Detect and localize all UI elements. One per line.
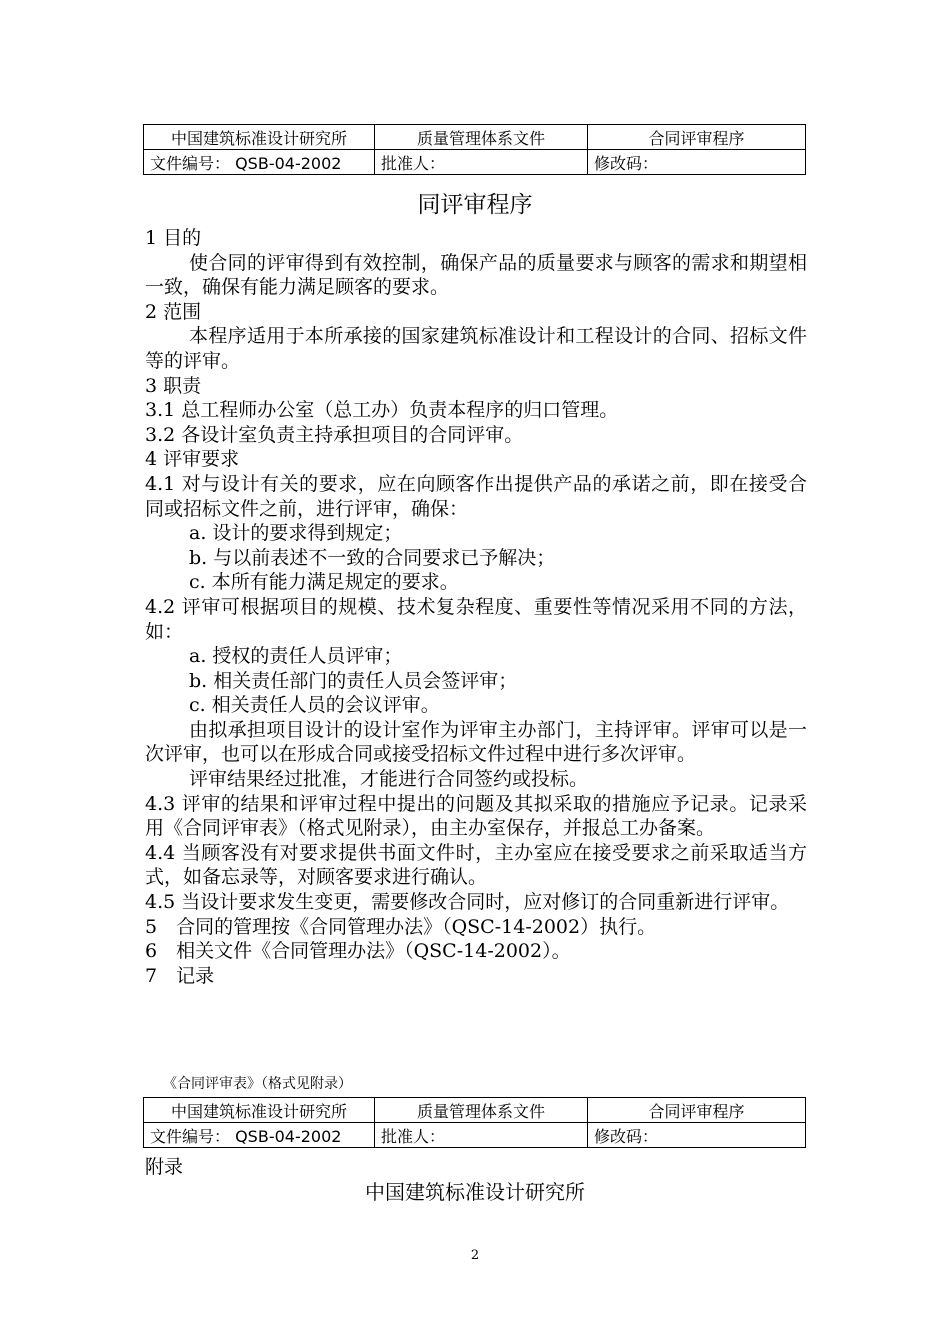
header-revision: 修改码： (588, 150, 806, 175)
header-table-top (143, 124, 806, 175)
section-heading: 5 合同的管理按《合同管理办法》（QSC-14-2002）执行。 (145, 915, 657, 938)
list-item: b. 与以前表述不一致的合同要求已予解决； (189, 546, 556, 569)
list-item: a. 授权的责任人员评审； (189, 645, 403, 668)
paragraph: 由拟承担项目设计的设计室作为评审主办部门，主持评审。评审可以是一次评审，也可以在形成合同或接受招标文件过程中进行多次评审。 (145, 718, 807, 766)
section-heading: 3 职责 (145, 374, 202, 397)
header-approver: 批准人： (375, 150, 588, 175)
page-title: 同评审程序 (417, 192, 533, 218)
paragraph: 本程序适用于本所承接的国家建筑标准设计和工程设计的合同、招标文件等的评审。 (145, 325, 807, 372)
header-system: 质量管理体系文件 (375, 125, 588, 150)
section-heading: 6 相关文件《合同管理办法》（QSC-14-2002）。 (145, 940, 571, 963)
clause: 4.4 当顾客没有对要求提供书面文件时，主办室应在接受要求之前采取适当方式，如备忘录等，对顾客要求进行确认。 (145, 841, 807, 889)
appendix-org: 中国建筑标准设计研究所 (365, 1180, 585, 1204)
section-heading: 2 范围 (145, 300, 202, 323)
section-heading: 1 目的 (145, 227, 202, 249)
header-doc-number: 文件编号： QSB-04-2002 (144, 1123, 375, 1148)
section-heading: 4 评审要求 (145, 448, 240, 471)
header-system: 质量管理体系文件 (375, 1098, 588, 1123)
clause: 3.1 总工程师办公室（总工办）负责本程序的归口管理。 (145, 399, 619, 422)
appendix-label: 附录 (145, 1156, 184, 1178)
list-item: b. 相关责任部门的责任人员会签评审； (189, 669, 518, 692)
list-item: c. 相关责任人员的会议评审。 (189, 694, 440, 717)
list-item: a. 设计的要求得到规定； (189, 522, 403, 545)
header-doc-title: 合同评审程序 (588, 1098, 806, 1123)
clause: 4.5 当设计要求发生变更，需要修改合同时，应对修订的合同重新进行评审。 (145, 891, 790, 914)
paragraph: 评审结果经过批准，才能进行合同签约或投标。 (189, 768, 589, 791)
header-table-bottom (143, 1097, 806, 1148)
header-approver: 批准人： (375, 1123, 588, 1148)
header-doc-title: 合同评审程序 (588, 125, 806, 150)
clause: 3.2 各设计室负责主持承担项目的合同评审。 (145, 423, 524, 446)
clause: 4.2 评审可根据项目的规模、技术复杂程度、重要性等情况采用不同的方法，如： (145, 595, 807, 643)
list-item: c. 本所有能力满足规定的要求。 (189, 571, 459, 594)
record-note: 《合同评审表》（格式见附录） (163, 1076, 352, 1092)
clause: 4.3 评审的结果和评审过程中提出的问题及其拟采取的措施应予记录。记录采用《合同评审表》（格式见附录），由主办室保存，并报总工办备案。 (145, 792, 807, 840)
paragraph: 使合同的评审得到有效控制，确保产品的质量要求与顾客的需求和期望相一致，确保有能力满足顾客的要求。 (145, 251, 807, 299)
section-heading: 7 记录 (145, 964, 215, 987)
header-doc-number: 文件编号： QSB-04-2002 (144, 150, 375, 175)
document-body (145, 226, 807, 988)
header-org: 中国建筑标准设计研究所 (144, 125, 375, 150)
clause: 4.1 对与设计有关的要求，应在向顾客作出提供产品的承诺之前，即在接受合同或招标文件之前，进行评审，确保： (145, 472, 807, 520)
header-org: 中国建筑标准设计研究所 (144, 1098, 375, 1123)
header-revision: 修改码： (588, 1123, 806, 1148)
page-number: 2 (470, 1248, 480, 1263)
